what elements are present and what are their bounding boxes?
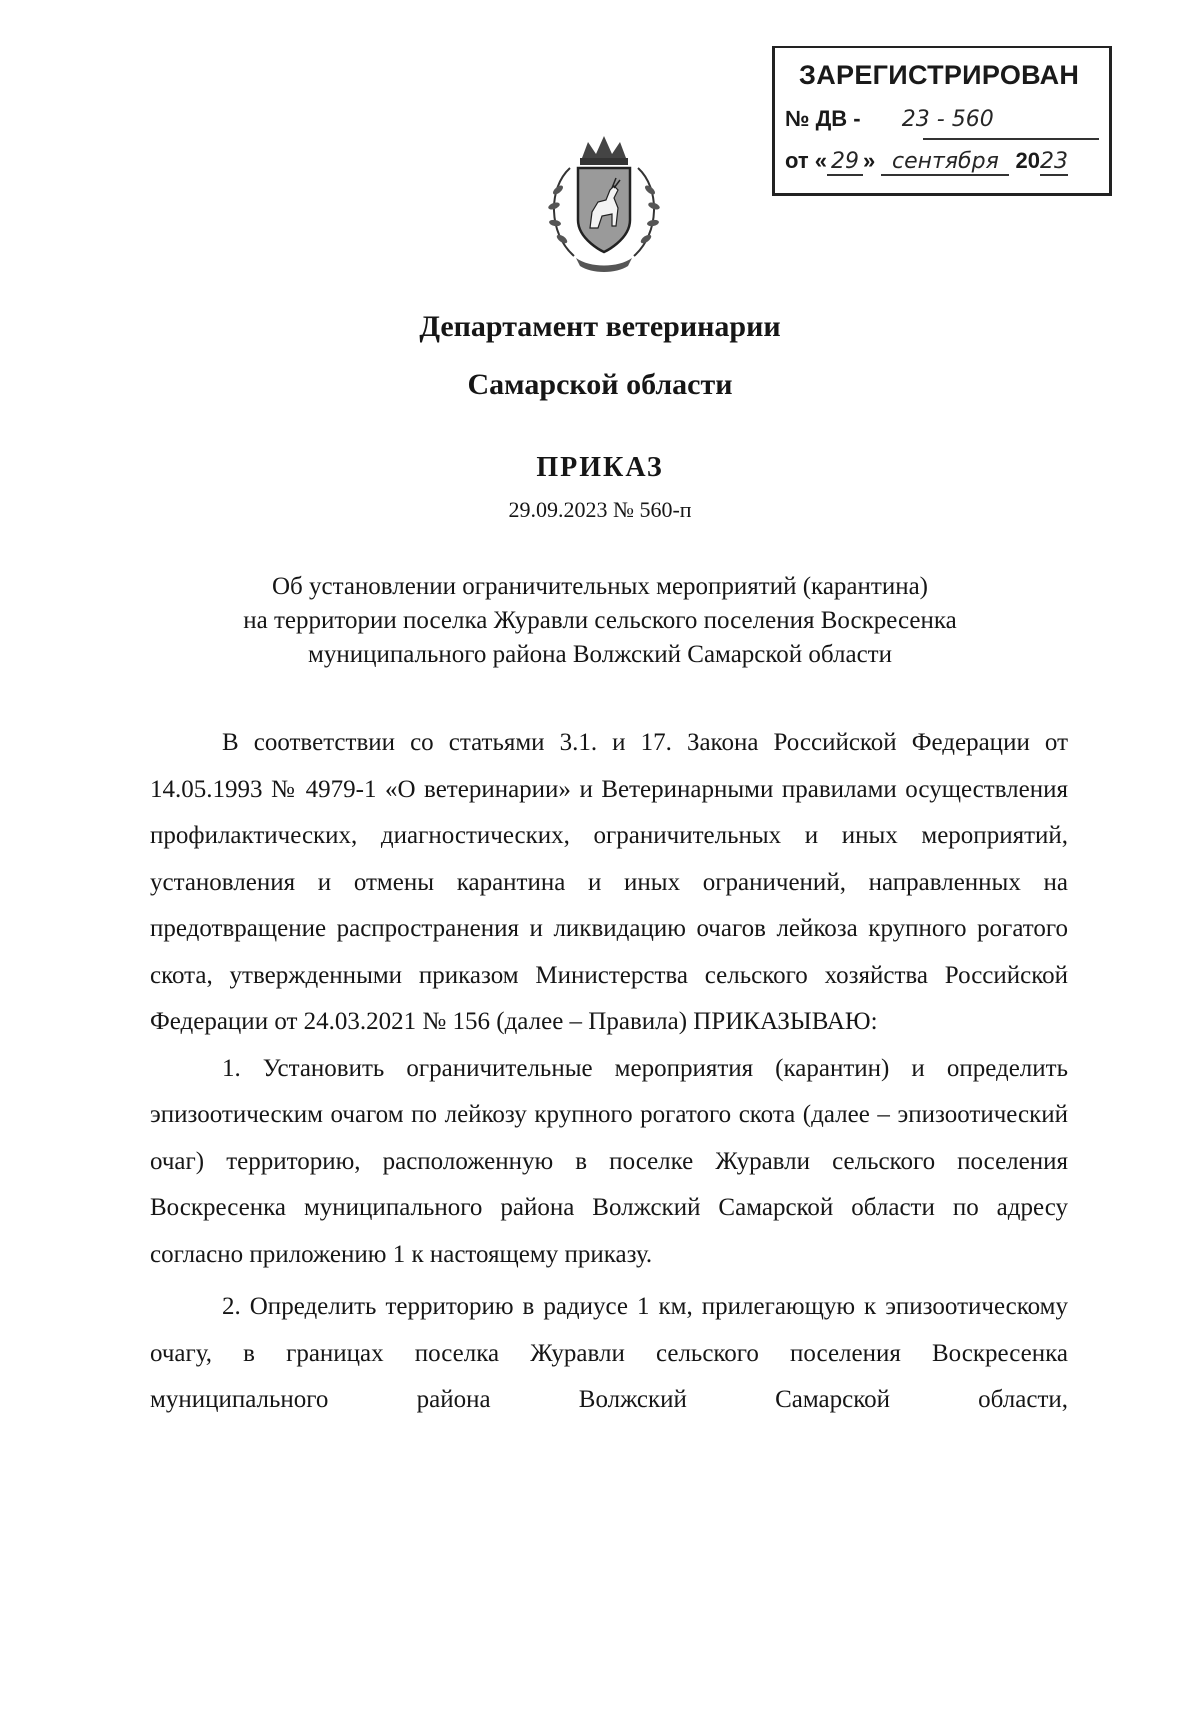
stamp-number-line	[785, 106, 1023, 132]
stamp-number-prefix: № ДВ -	[785, 106, 861, 131]
item-1-paragraph: 1. Установить ограничительные мероприятия (карантин) и определить эпизоотическим очагом по лейкозу крупного рогатого скота (далее – эпизоотический очаг) территорию, расположенную в поселке Журавли сельского поселения Воскресенка муниципального района Волжский Самарской области по адресу согласно приложению 1 к настоящему приказу.	[150, 1054, 1068, 1268]
stamp-title: ЗАРЕГИСТРИРОВАН	[799, 60, 1080, 90]
stamp-month-handwritten: сентября	[881, 149, 1009, 176]
preamble-paragraph: В соответствии со статьями 3.1. и 17. Закона Российской Федерации от 14.05.1993 № 4979-1 «О ветеринарии» и Ветеринарными правилами осуществления профилактических, диагностических, ограничительных и иных мероприятий, установления и отмены карантина и иных ограничений, направленных на предотвращение распространения и ликвидацию очагов лейкоза крупного рогатого скота, утвержденными приказом Министерства сельского хозяйства Российской Федерации от 24.03.2021 № 156 (далее – Правила) ПРИКАЗЫВАЮ:	[150, 729, 1068, 1035]
order-body	[150, 720, 1068, 1424]
order-date-number: 29.09.2023 № 560-п	[508, 497, 692, 522]
stamp-number-underline	[923, 138, 1099, 140]
department-name-line1: Департамент ветеринарии	[419, 310, 781, 343]
subject-line-3: муниципального района Волжский Самарской области	[308, 641, 892, 668]
order-subject	[0, 570, 1200, 672]
stamp-day-close: »	[863, 148, 876, 173]
subject-line-2: на территории поселка Журавли сельского поселения Воскресенка	[243, 607, 957, 634]
item-2-paragraph: 2. Определить территорию в радиусе 1 км, прилегающую к эпизоотическому очагу, в границах поселка Журавли сельского поселения Воскресенка муниципального района Волжский Самарской области,	[150, 1293, 1068, 1413]
department-name-line2: Самарской области	[467, 368, 733, 401]
stamp-date-prefix: от «	[785, 148, 828, 173]
stamp-number-handwritten: 23 - 560	[901, 107, 994, 132]
order-title: ПРИКАЗ	[536, 452, 664, 483]
stamp-year-prefix: 20	[1015, 148, 1040, 173]
registration-stamp	[772, 46, 1112, 196]
stamp-year-handwritten: 23	[1040, 149, 1068, 174]
stamp-date-line	[785, 148, 1068, 176]
subject-line-1: Об установлении ограничительных мероприятий (карантина)	[271, 573, 929, 600]
coat-of-arms-emblem	[540, 128, 668, 278]
stamp-day-handwritten: 29	[827, 149, 863, 176]
